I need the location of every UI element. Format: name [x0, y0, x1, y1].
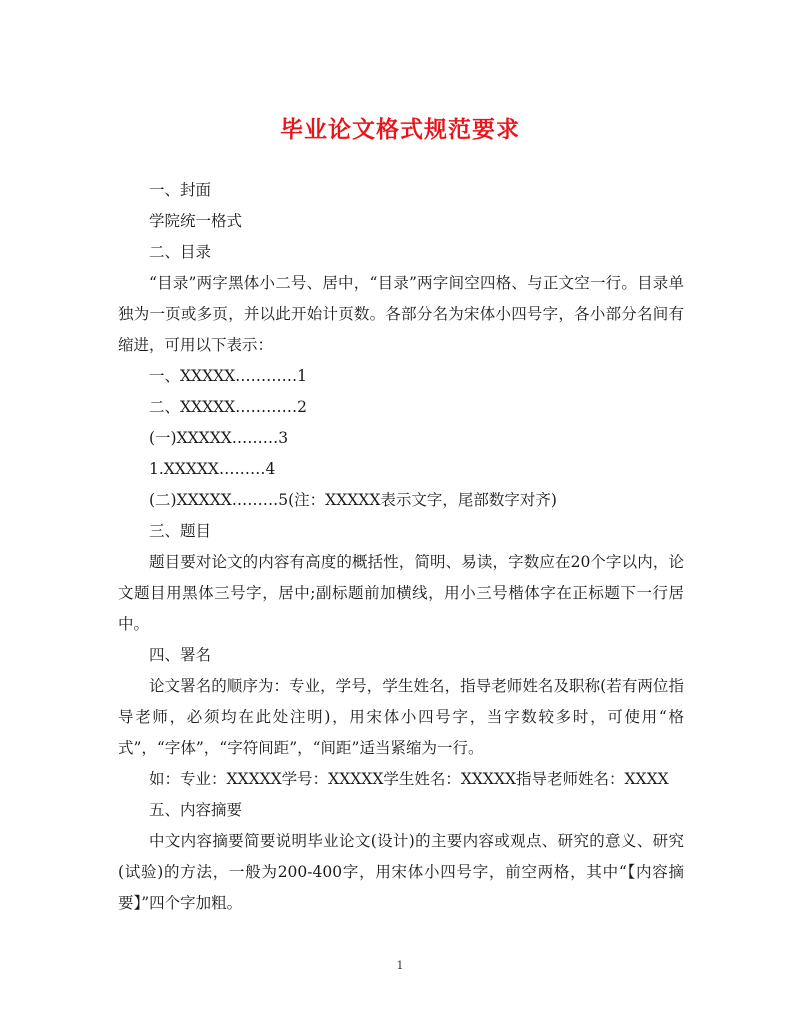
toc-example-line-1: 一、XXXXX…………1 [149, 367, 308, 385]
paragraph-toc-rules: “目录”两字黑体小二号、居中，“目录”两字间空四格、与正文空一行。目录单独为一页或多页，并以此开始计页数。各部分名为宋体小四号字，各小部分名间有缩进，可用以下表示： [118, 274, 684, 354]
page-number: 1 [396, 959, 404, 972]
document-body [118, 175, 684, 919]
document-title: 毕业论文格式规范要求 [280, 116, 520, 143]
heading-abstract: 五、内容摘要 [149, 801, 243, 819]
heading-signature: 四、署名 [149, 646, 212, 664]
paragraph-title-rules: 题目要对论文的内容有高度的概括性，简明、易读，字数应在20个字以内，论文题目用黑体三号字，居中;副标题前加横线，用小三号楷体字在正标题下一行居中。 [118, 553, 684, 633]
heading-cover: 一、封面 [149, 181, 212, 199]
heading-toc: 二、目录 [149, 243, 212, 261]
paragraph-signature-example: 如：专业：XXXXX学号：XXXXX学生姓名：XXXXX指导老师姓名：XXXX [149, 770, 669, 788]
heading-title: 三、题目 [149, 522, 212, 540]
toc-example-line-5: (二)XXXXX………5(注：XXXXX表示文字，尾部数字对齐) [149, 491, 557, 509]
paragraph-cover-format: 学院统一格式 [149, 212, 243, 230]
paragraph-abstract-rules: 中文内容摘要简要说明毕业论文(设计)的主要内容或观点、研究的意义、研究(试验)的方法，一般为200-400字，用宋体小四号字，前空两格，其中“【内容摘要】”四个字加粗。 [118, 832, 684, 912]
paragraph-signature-rules: 论文署名的顺序为：专业，学号，学生姓名，指导老师姓名及职称(若有两位指导老师，必须均在此处注明)，用宋体小四号字，当字数较多时，可使用“格式”，“字体”，“字符间距”，“间距”适当紧缩为一行。 [118, 677, 684, 757]
toc-example-line-2: 二、XXXXX…………2 [149, 398, 308, 416]
toc-example-line-3: (一)XXXXX………3 [149, 429, 289, 447]
toc-example-line-4: 1.XXXXX………4 [149, 460, 276, 478]
